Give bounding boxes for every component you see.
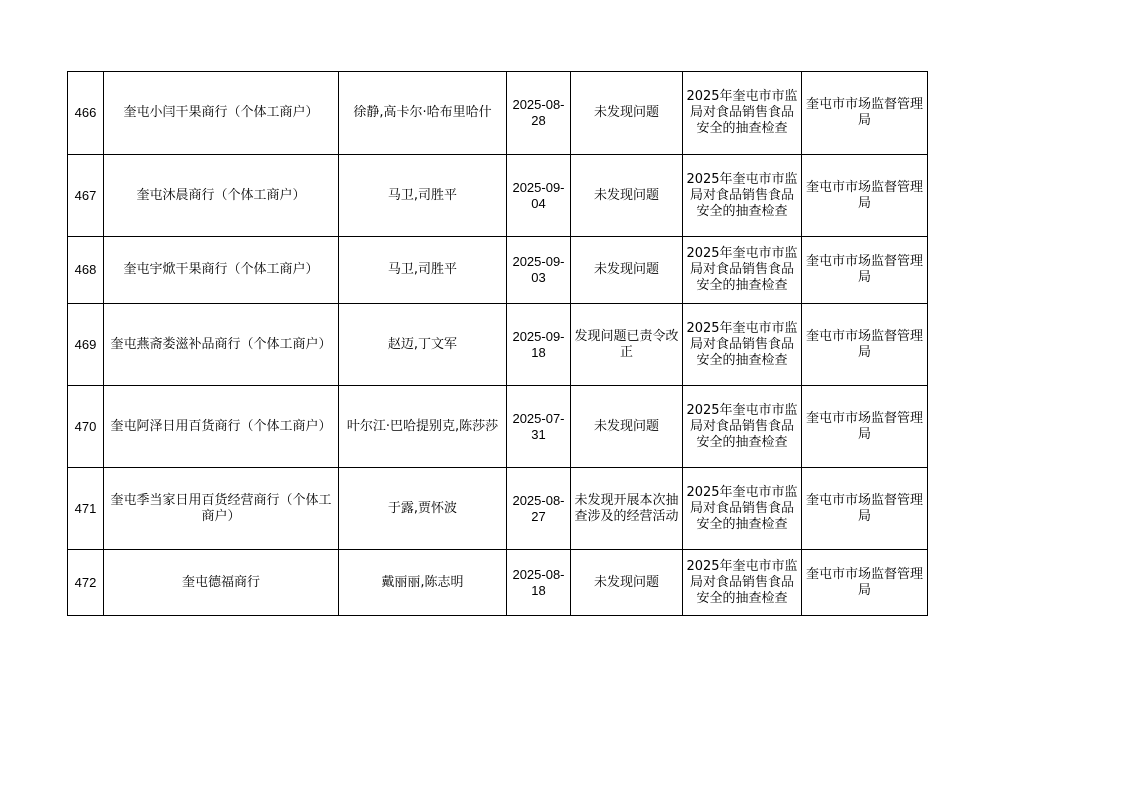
inspectors: 戴丽丽,陈志明 [339, 550, 507, 616]
row-number: 468 [68, 237, 104, 304]
inspection-authority: 奎屯市市场监督管理局 [802, 468, 928, 550]
inspection-authority: 奎屯市市场监督管理局 [802, 72, 928, 155]
inspectors: 叶尔江·巴哈提别克,陈莎莎 [339, 386, 507, 468]
table-row [68, 304, 928, 386]
inspection-authority: 奎屯市市场监督管理局 [802, 386, 928, 468]
inspectors: 于露,贾怀波 [339, 468, 507, 550]
inspection-authority: 奎屯市市场监督管理局 [802, 304, 928, 386]
business-name: 奎屯德福商行 [104, 550, 339, 616]
inspection-date: 2025-07-31 [507, 386, 571, 468]
inspection-date: 2025-09-03 [507, 237, 571, 304]
table-row [68, 155, 928, 237]
business-name: 奎屯小闫干果商行（个体工商户） [104, 72, 339, 155]
table-row [68, 386, 928, 468]
inspection-authority: 奎屯市市场监督管理局 [802, 155, 928, 237]
inspection-task: 2025年奎屯市市监局对食品销售食品安全的抽查检查 [683, 550, 802, 616]
inspection-authority: 奎屯市市场监督管理局 [802, 550, 928, 616]
inspectors: 马卫,司胜平 [339, 155, 507, 237]
inspection-task: 2025年奎屯市市监局对食品销售食品安全的抽查检查 [683, 304, 802, 386]
inspection-authority: 奎屯市市场监督管理局 [802, 237, 928, 304]
row-number: 470 [68, 386, 104, 468]
inspection-result: 未发现问题 [571, 550, 683, 616]
inspection-task: 2025年奎屯市市监局对食品销售食品安全的抽查检查 [683, 72, 802, 155]
inspection-result: 未发现问题 [571, 237, 683, 304]
row-number: 469 [68, 304, 104, 386]
inspectors: 赵迈,丁文军 [339, 304, 507, 386]
inspection-result: 未发现问题 [571, 386, 683, 468]
inspection-task: 2025年奎屯市市监局对食品销售食品安全的抽查检查 [683, 468, 802, 550]
row-number: 471 [68, 468, 104, 550]
business-name: 奎屯阿泽日用百货商行（个体工商户） [104, 386, 339, 468]
table-row [68, 468, 928, 550]
row-number: 467 [68, 155, 104, 237]
inspection-date: 2025-09-18 [507, 304, 571, 386]
row-number: 466 [68, 72, 104, 155]
inspectors: 徐静,高卡尔·哈布里哈什 [339, 72, 507, 155]
inspection-date: 2025-08-27 [507, 468, 571, 550]
business-name: 奎屯燕斋娄滋补品商行（个体工商户） [104, 304, 339, 386]
business-name: 奎屯季当家日用百货经营商行（个体工商户） [104, 468, 339, 550]
inspection-result: 未发现问题 [571, 72, 683, 155]
inspection-result: 未发现开展本次抽查涉及的经营活动 [571, 468, 683, 550]
inspection-date: 2025-09-04 [507, 155, 571, 237]
inspection-task: 2025年奎屯市市监局对食品销售食品安全的抽查检查 [683, 237, 802, 304]
inspection-date: 2025-08-18 [507, 550, 571, 616]
business-name: 奎屯宇焮干果商行（个体工商户） [104, 237, 339, 304]
inspection-task: 2025年奎屯市市监局对食品销售食品安全的抽查检查 [683, 386, 802, 468]
inspection-result: 未发现问题 [571, 155, 683, 237]
table-row [68, 550, 928, 616]
business-name: 奎屯沐晨商行（个体工商户） [104, 155, 339, 237]
inspection-date: 2025-08-28 [507, 72, 571, 155]
table-row [68, 72, 928, 155]
inspection-records-table [67, 71, 928, 616]
inspection-result: 发现问题已责令改正 [571, 304, 683, 386]
row-number: 472 [68, 550, 104, 616]
inspectors: 马卫,司胜平 [339, 237, 507, 304]
inspection-task: 2025年奎屯市市监局对食品销售食品安全的抽查检查 [683, 155, 802, 237]
table-row [68, 237, 928, 304]
